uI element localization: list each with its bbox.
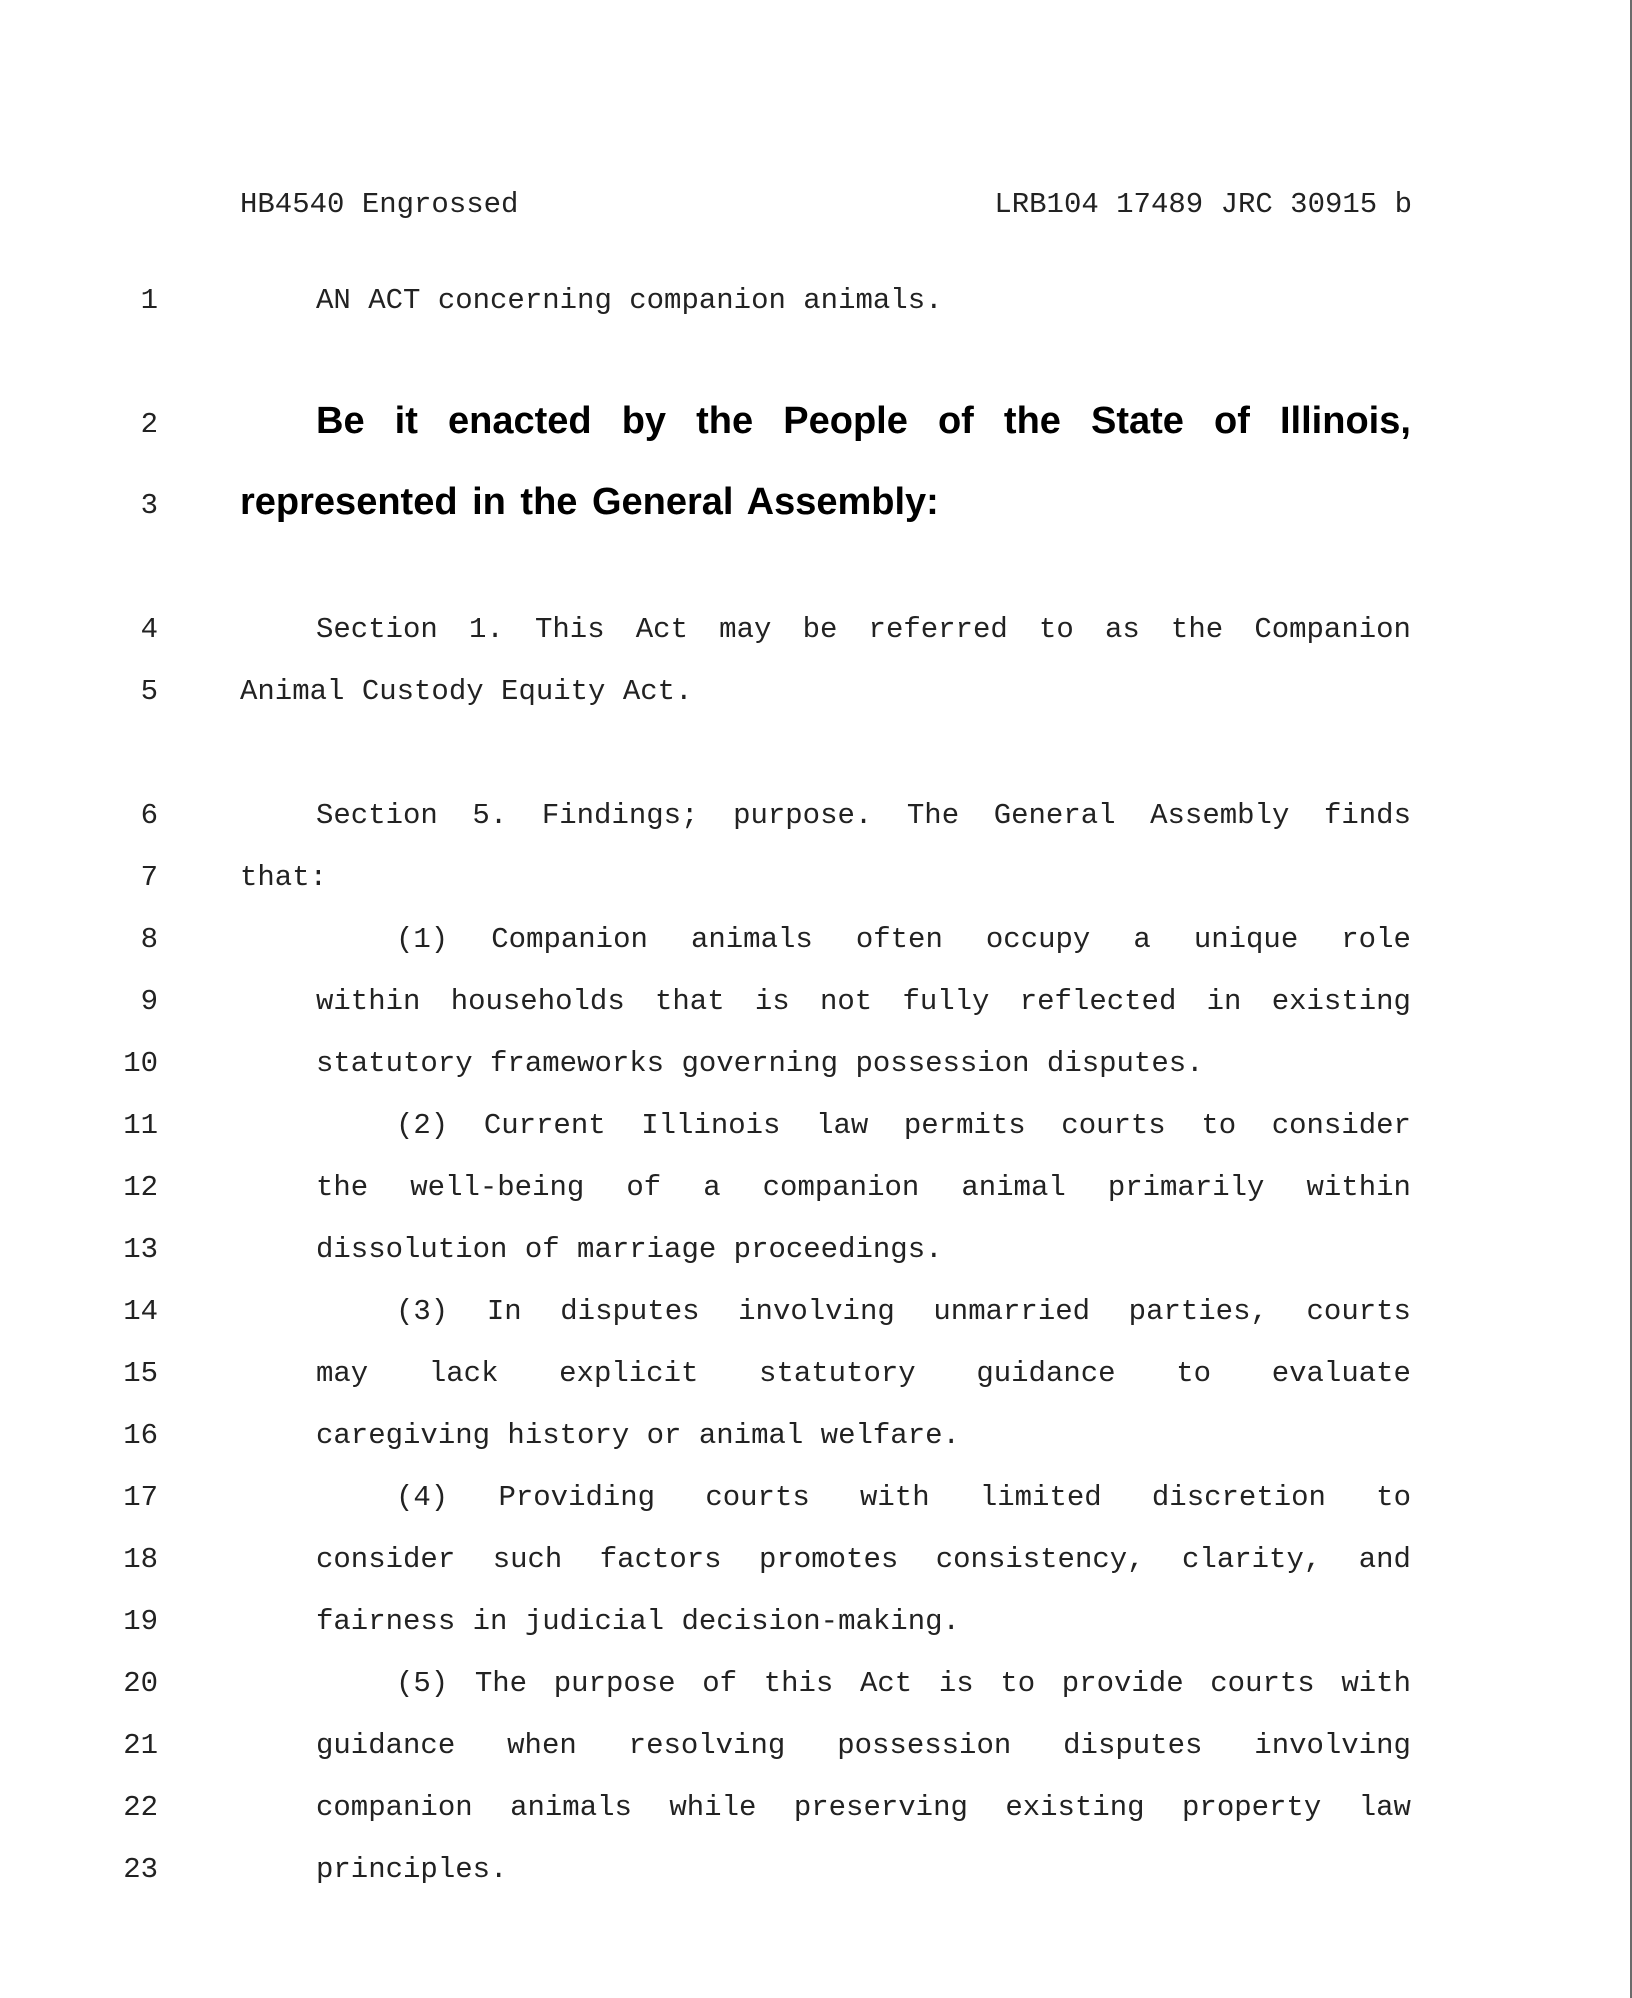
act-title-line: AN ACT concerning companion animals. [316, 284, 943, 317]
word: to [1176, 1357, 1212, 1390]
header-lrb-number: LRB104 17489 JRC 30915 b [994, 188, 1412, 221]
line-number: 14 [123, 1295, 158, 1328]
word: animals [690, 923, 813, 956]
enacting-clause-line [316, 400, 1411, 443]
word: purpose. [733, 799, 873, 832]
word: of [1214, 400, 1250, 442]
word: promotes [759, 1543, 899, 1576]
word: of [626, 1171, 662, 1204]
word: often [855, 923, 943, 956]
word: disputes [560, 1295, 700, 1328]
line-number: 4 [140, 613, 158, 646]
word: to [1000, 1667, 1036, 1700]
word: discretion [1151, 1481, 1326, 1514]
line-number: 16 [123, 1419, 158, 1452]
word: clarity, [1182, 1543, 1322, 1576]
word: guidance [316, 1729, 456, 1762]
word: lack [428, 1357, 499, 1390]
word: Assembly [1150, 799, 1290, 832]
word: with [859, 1481, 930, 1514]
word: fully [902, 985, 990, 1018]
word: (4) [396, 1481, 449, 1514]
word: In [486, 1295, 522, 1328]
word: to [1038, 613, 1074, 646]
word: to [1201, 1109, 1237, 1142]
word: the [1170, 613, 1224, 646]
word: disputes [1063, 1729, 1203, 1762]
word: (5) [396, 1667, 449, 1700]
word: well-being [410, 1171, 585, 1204]
finding-line [316, 1729, 1411, 1762]
line-number: 20 [123, 1667, 158, 1700]
word: courts [705, 1481, 810, 1514]
finding-line [316, 1791, 1411, 1824]
word: (1) [396, 923, 449, 956]
word: Companion [1254, 613, 1411, 646]
word: while [669, 1791, 757, 1824]
word: animals [510, 1791, 632, 1824]
word: People [783, 400, 908, 442]
word: Current [483, 1109, 606, 1142]
line-number: 19 [123, 1605, 158, 1638]
line-number: 17 [123, 1481, 158, 1514]
section-5-line: that: [240, 861, 328, 894]
word: Section [316, 799, 438, 832]
word: General [993, 799, 1116, 832]
finding-line [396, 1481, 1411, 1514]
word: evaluate [1271, 1357, 1411, 1390]
line-number: 15 [123, 1357, 158, 1390]
word: when [507, 1729, 577, 1762]
word: not [819, 985, 873, 1018]
word: Act [859, 1667, 913, 1700]
line-number: 12 [123, 1171, 158, 1204]
word: resolving [628, 1729, 786, 1762]
word: the [1003, 400, 1061, 442]
word: explicit [559, 1357, 699, 1390]
word: is [754, 985, 790, 1018]
line-number: 21 [123, 1729, 158, 1762]
word: factors [599, 1543, 722, 1576]
word: involving [738, 1295, 895, 1328]
word: is [938, 1667, 974, 1700]
word: existing [1271, 985, 1411, 1018]
line-number: 11 [123, 1109, 158, 1142]
word: purpose [553, 1667, 676, 1700]
word: (3) [396, 1295, 449, 1328]
word: existing [1005, 1791, 1145, 1824]
word: in [1206, 985, 1242, 1018]
finding-line: principles. [316, 1853, 508, 1886]
word: permits [903, 1109, 1026, 1142]
line-number: 3 [140, 489, 158, 522]
word: role [1341, 923, 1411, 956]
line-number: 5 [140, 675, 158, 708]
word: that [654, 985, 725, 1018]
word: the [696, 400, 754, 442]
word: to [1376, 1481, 1411, 1514]
word: consider [1271, 1109, 1411, 1142]
finding-line: fairness in judicial decision-making. [316, 1605, 960, 1638]
line-number: 10 [123, 1047, 158, 1080]
word: companion [762, 1171, 920, 1204]
finding-line [316, 985, 1411, 1018]
finding-line [316, 1171, 1411, 1204]
finding-line [316, 1543, 1411, 1576]
word: the [316, 1171, 369, 1204]
header-bill-number: HB4540 Engrossed [240, 188, 519, 221]
word: households [450, 985, 625, 1018]
word: companion [316, 1791, 473, 1824]
word: primarily [1107, 1171, 1265, 1204]
word: Be [316, 400, 365, 442]
word: as [1104, 613, 1140, 646]
word: Findings; [541, 799, 699, 832]
line-number: 6 [140, 799, 158, 832]
word: The [474, 1667, 528, 1700]
word: preserving [793, 1791, 968, 1824]
word: such [492, 1543, 563, 1576]
word: unmarried [933, 1295, 1091, 1328]
word: The [906, 799, 960, 832]
word: property [1182, 1791, 1322, 1824]
word: referred [868, 613, 1008, 646]
word: parties, [1128, 1295, 1268, 1328]
section-1-line [316, 613, 1411, 646]
word: finds [1323, 799, 1411, 832]
word: consider [316, 1543, 456, 1576]
section-1-line: Animal Custody Equity Act. [240, 675, 693, 708]
word: of [937, 400, 974, 442]
word: with [1341, 1667, 1411, 1700]
word: Section [316, 613, 438, 646]
line-number: 9 [140, 985, 158, 1018]
word: may [719, 613, 772, 646]
word: this [763, 1667, 834, 1700]
word: occupy [985, 923, 1091, 956]
word: Companion [491, 923, 648, 956]
finding-line [396, 1667, 1411, 1700]
finding-line: statutory frameworks governing possession disputes. [316, 1047, 1204, 1080]
word: enacted [447, 400, 592, 442]
word: possession [837, 1729, 1012, 1762]
word: 1. [469, 613, 504, 646]
line-number: 1 [140, 284, 158, 317]
word: 5. [472, 799, 508, 832]
finding-line [396, 1295, 1411, 1328]
word: within [316, 985, 421, 1018]
word: Providing [498, 1481, 656, 1514]
word: within [1306, 1171, 1411, 1204]
word: (2) [396, 1109, 449, 1142]
word: be [802, 613, 838, 646]
line-number: 2 [140, 408, 158, 441]
word: a [703, 1171, 721, 1204]
line-number: 18 [123, 1543, 158, 1576]
finding-line: dissolution of marriage proceedings. [316, 1233, 943, 1266]
word: provide [1061, 1667, 1184, 1700]
line-number: 7 [140, 861, 158, 894]
finding-line [396, 1109, 1411, 1142]
word: State [1091, 400, 1184, 442]
section-5-line [316, 799, 1411, 832]
word: reflected [1019, 985, 1177, 1018]
word: courts [1210, 1667, 1315, 1700]
line-number: 13 [123, 1233, 158, 1266]
word: may [316, 1357, 369, 1390]
word: Illinois [641, 1109, 781, 1142]
line-number: 22 [123, 1791, 158, 1824]
word: and [1358, 1543, 1411, 1576]
word: by [621, 400, 667, 442]
word: Act [635, 613, 688, 646]
word: consistency, [935, 1543, 1145, 1576]
word: law [1358, 1791, 1411, 1824]
line-number: 23 [123, 1853, 158, 1886]
word: of [702, 1667, 738, 1700]
word: courts [1306, 1295, 1411, 1328]
word: it [394, 400, 418, 442]
finding-line [396, 923, 1411, 956]
word: a [1133, 923, 1151, 956]
word: statutory [759, 1357, 916, 1390]
word: limited [979, 1481, 1102, 1514]
finding-line [316, 1357, 1411, 1390]
word: Illinois, [1280, 400, 1411, 442]
word: animal [961, 1171, 1066, 1204]
line-number: 8 [140, 923, 158, 956]
word: involving [1254, 1729, 1411, 1762]
word: This [534, 613, 605, 646]
word: unique [1193, 923, 1299, 956]
word: law [816, 1109, 869, 1142]
word: courts [1061, 1109, 1166, 1142]
enacting-clause-line: represented in the General Assembly: [240, 481, 939, 523]
word: guidance [976, 1357, 1116, 1390]
finding-line: caregiving history or animal welfare. [316, 1419, 960, 1452]
